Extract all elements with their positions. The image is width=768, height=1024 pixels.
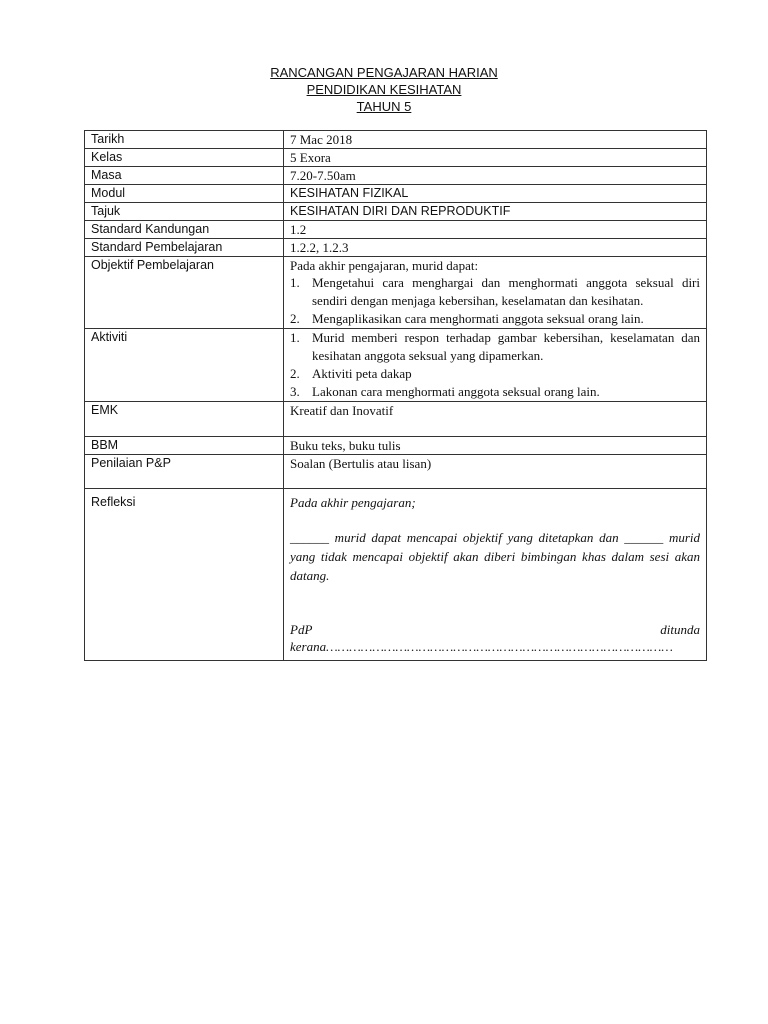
row-aktiviti (85, 329, 707, 402)
refleksi-intro: Pada akhir pengajaran; (290, 495, 416, 510)
label-standard-kandungan: Standard Kandungan (85, 221, 284, 239)
list-item (290, 310, 700, 328)
label-emk: EMK (85, 402, 284, 437)
label-tarikh: Tarikh (85, 131, 284, 149)
label-kelas: Kelas (85, 149, 284, 167)
item-number: 2. (290, 311, 300, 326)
item-number: 1. (290, 330, 300, 345)
item-text: Murid memberi respon terhadap gambar kebersihan, keselamatan dan kesihatan anggota seksual yang dipamerkan. (312, 330, 700, 363)
item-text: Aktiviti peta dakap (312, 366, 412, 381)
row-standard-pembelajaran (85, 239, 707, 257)
row-tarikh (85, 131, 707, 149)
row-bbm (85, 437, 707, 455)
row-modul (85, 185, 707, 203)
label-objektif: Objektif Pembelajaran (85, 257, 284, 329)
label-refleksi: Refleksi (85, 489, 284, 661)
item-number: 2. (290, 366, 300, 381)
row-standard-kandungan (85, 221, 707, 239)
value-emk: Kreatif dan Inovatif (284, 402, 707, 437)
list-item (290, 329, 700, 365)
value-aktiviti (284, 329, 707, 402)
value-refleksi (284, 489, 707, 661)
list-item (290, 365, 700, 383)
row-tajuk (85, 203, 707, 221)
item-number: 1. (290, 275, 300, 290)
label-penilaian: Penilaian P&P (85, 455, 284, 489)
aktiviti-list (290, 329, 700, 401)
heading-year: TAHUN 5 (356, 99, 412, 114)
row-refleksi (85, 489, 707, 661)
label-modul: Modul (85, 185, 284, 203)
value-standard-pembelajaran: 1.2.2, 1.2.3 (284, 239, 707, 257)
label-aktiviti: Aktiviti (85, 329, 284, 402)
value-masa: 7.20-7.50am (284, 167, 707, 185)
refleksi-postponed: PdP ditunda kerana……………………………………………………………………………… (290, 622, 700, 654)
value-penilaian: Soalan (Bertulis atau lisan) (284, 455, 707, 489)
label-tajuk: Tajuk (85, 203, 284, 221)
value-kelas: 5 Exora (284, 149, 707, 167)
refleksi-outcome: ______ murid dapat mencapai objektif yang ditetapkan dan ______ murid yang tidak mencapai objektif akan diberi bimbingan khas dalam sesi akan datang. (290, 530, 700, 583)
value-standard-kandungan: 1.2 (284, 221, 707, 239)
row-emk (85, 402, 707, 437)
row-penilaian (85, 455, 707, 489)
document-heading (0, 64, 768, 115)
objektif-intro: Pada akhir pengajaran, murid dapat: (290, 258, 479, 273)
item-number: 3. (290, 384, 300, 399)
item-text: Mengetahui cara menghargai dan menghormati anggota seksual diri sendiri dengan menjaga kebersihan, keselamatan dan kesihatan. (312, 275, 700, 308)
value-tarikh: 7 Mac 2018 (284, 131, 707, 149)
item-text: Mengaplikasikan cara menghormati anggota seksual orang lain. (312, 311, 644, 326)
label-standard-pembelajaran: Standard Pembelajaran (85, 239, 284, 257)
list-item (290, 383, 700, 401)
row-masa (85, 167, 707, 185)
heading-subject: PENDIDIKAN KESIHATAN (306, 82, 462, 97)
value-objektif (284, 257, 707, 329)
lesson-plan-table (84, 130, 707, 661)
list-item (290, 274, 700, 310)
objektif-list (290, 274, 700, 328)
value-bbm: Buku teks, buku tulis (284, 437, 707, 455)
value-modul: KESIHATAN FIZIKAL (284, 185, 707, 203)
value-tajuk: KESIHATAN DIRI DAN REPRODUKTIF (284, 203, 707, 221)
label-masa: Masa (85, 167, 284, 185)
heading-title: RANCANGAN PENGAJARAN HARIAN (270, 65, 498, 80)
label-bbm: BBM (85, 437, 284, 455)
item-text: Lakonan cara menghormati anggota seksual orang lain. (312, 384, 600, 399)
row-kelas (85, 149, 707, 167)
row-objektif (85, 257, 707, 329)
